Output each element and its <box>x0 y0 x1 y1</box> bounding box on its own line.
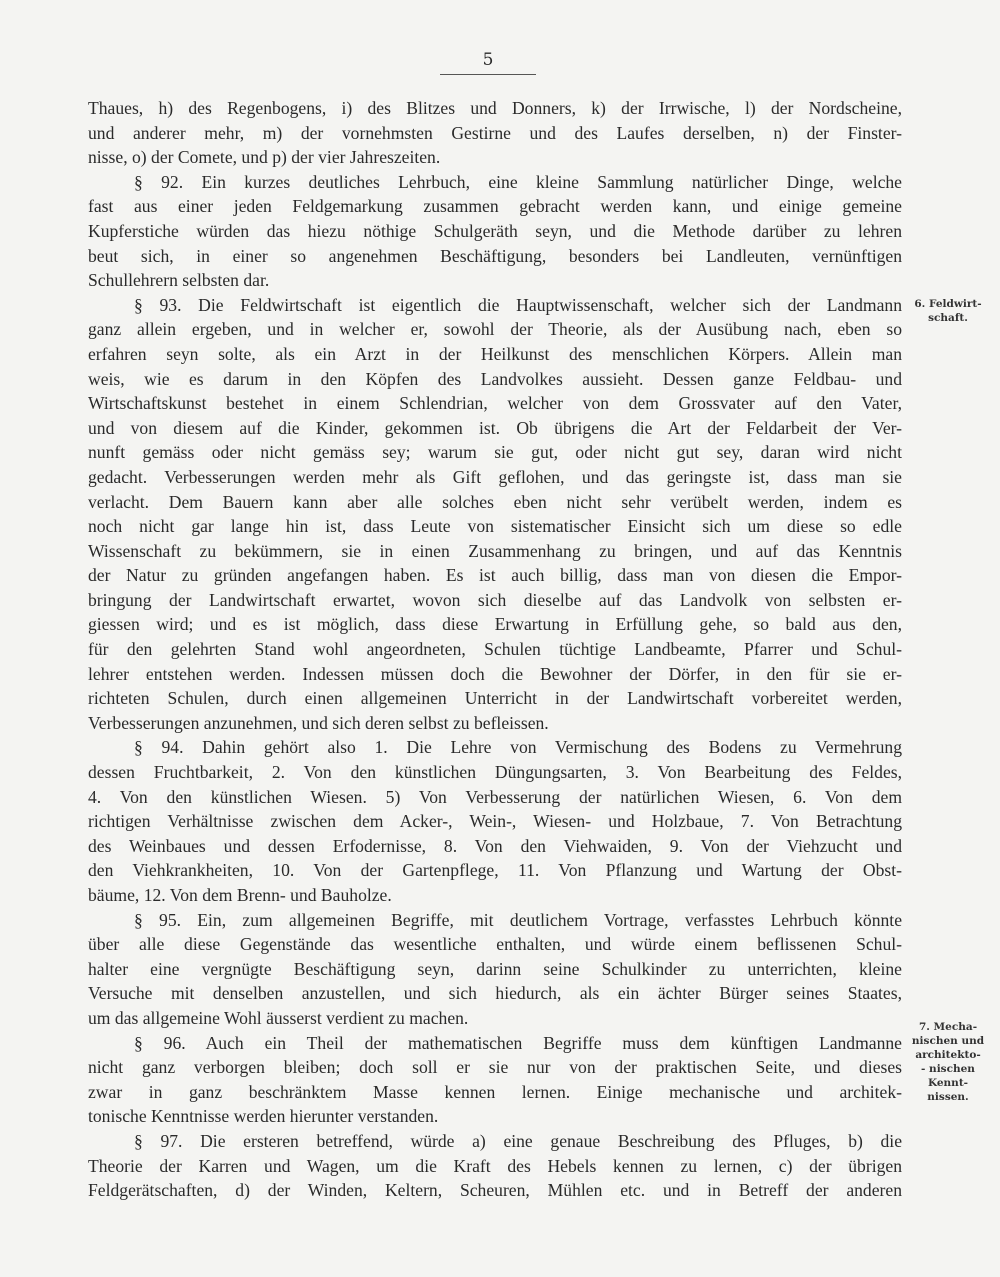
text-line: § 95. Ein, zum allgemeinen Begriffe, mit deutlichem Vortrage, verfasstes Lehrbuch könnte <box>134 909 902 930</box>
text-line: § 96. Auch ein Theil der mathematischen Begriffe muss dem künftigen Landmanne <box>134 1032 902 1053</box>
text-line: lehrer entstehen werden. Indessen müssen doch die Bewohner der Dörfer, in den für sie er- <box>88 663 902 684</box>
text-line: Versuche mit denselben anzustellen, und sich hiedurch, als ein ächter Bürger seines Staates, <box>88 983 902 1004</box>
text-line: tonische Kenntnisse werden hierunter verstanden. <box>88 1106 439 1127</box>
margin-note-line: - nischen Kennt- <box>921 1063 975 1089</box>
text-line: weis, wie es darum in den Köpfen des Landvolkes aussieht. Dessen ganze Feldbau- und <box>88 368 902 389</box>
margin-note-mechanische-kenntnisse <box>900 1020 996 1104</box>
text-line: richteten Schulen, durch einen allgemeinen Unterricht in der Landwirtschaft vorbereitet werden, <box>88 688 902 709</box>
margin-note-line: nissen. <box>927 1091 969 1103</box>
margin-note-line: 6. Feldwirt- <box>914 298 982 310</box>
text-line: den Viehkrankheiten, 10. Von der Gartenpflege, 11. Von Pflanzung und Wartung der Obst- <box>88 860 902 881</box>
text-line: dessen Fruchtbarkeit, 2. Von den künstlichen Düngungsarten, 3. Von Bearbeitung des Feldes, <box>88 762 902 783</box>
text-line: Kupferstiche würden das hiezu nöthige Schulgeräth seyn, und die Methode darüber zu lehren <box>88 220 902 241</box>
text-line: um das allgemeine Wohl äusserst verdient zu machen. <box>88 1007 469 1028</box>
margin-note-line: 7. Mecha- <box>918 1021 978 1033</box>
text-line: noch nicht gar lange hin ist, dass Leute von sistematischer Einsicht sich um diese so edle <box>88 516 902 537</box>
text-line: Feldgerätschaften, d) der Winden, Keltern, Scheuren, Mühlen etc. und in Betreff der anderen <box>88 1180 902 1201</box>
margin-note-feldwirtschaft <box>902 297 994 325</box>
text-line: für den gelehrten Stand wohl angeordneten, Schulen tüchtige Landbeamte, Pfarrer und Schul- <box>88 639 902 660</box>
text-line: § 93. Die Feldwirtschaft ist eigentlich die Hauptwissenschaft, welcher sich der Landmann <box>134 294 902 315</box>
text-line: bäume, 12. Von dem Brenn- und Bauholze. <box>88 885 392 905</box>
text-line: giessen wird; und es ist möglich, dass diese Erwartung in Erfüllung gehe, so bald aus den, <box>88 614 902 635</box>
text-line: Wissenschaft zu bekümmern, sie in einen Zusammenhang zu bringen, und auf das Kenntnis <box>88 540 902 561</box>
text-line: gedacht. Verbesserungen werden mehr als Gift geflohen, und das geringste ist, dass man sie <box>88 466 902 487</box>
text-line: Thaues, h) des Regenbogens, i) des Blitzes und Donners, k) der Irrwische, l) der Nordscheine, <box>88 98 902 118</box>
text-line: des Weinbaues und dessen Erfodernisse, 8. Von den Viehwaiden, 9. Von der Viehzucht und <box>88 835 902 856</box>
text-line: ganz allein ergeben, und in welcher er, sowohl der Theorie, als der Ausübung nach, eben so <box>88 319 902 340</box>
paragraph <box>88 1129 902 1203</box>
paragraph <box>88 96 902 170</box>
text-line: nisse, o) der Comete, und p) der vier Jahreszeiten. <box>88 147 441 168</box>
text-line: richtigen Verhältnisse zwischen dem Acker-, Wein-, Wiesen- und Holzbaue, 7. Von Betrachtung <box>88 811 902 832</box>
text-line: bringung der Landwirtschaft erwartet, wovon sich dieselbe auf das Landvolk von selbsten er- <box>88 589 902 610</box>
text-line: der Natur zu gründen angefangen haben. Es ist auch billig, dass man von diesen die Empor- <box>88 565 902 586</box>
text-line: und von diesem auf die Kinder, gekommen ist. Ob übrigens die Art der Feldarbeit der Ver- <box>88 417 902 438</box>
paragraph <box>88 735 902 907</box>
text-line: § 97. Die ersteren betreffend, würde a) eine genaue Beschreibung des Pfluges, b) die <box>134 1130 902 1151</box>
body-text <box>88 96 902 1203</box>
text-line: fast aus einer jeden Feldgemarkung zusammen gebracht werden kann, und einige gemeine <box>88 196 902 217</box>
text-line: zwar in ganz beschränktem Masse kennen lernen. Einige mechanische und architek- <box>88 1081 902 1102</box>
paragraph <box>88 293 902 736</box>
text-line: verlacht. Dem Bauern kann aber alle solches eben nicht sehr verübelt werden, indem es <box>88 491 902 512</box>
text-line: Wirtschaftskunst bestehet in einem Schlendrian, welcher von dem Grossvater auf den Vater, <box>88 393 902 414</box>
margin-note-line: schaft. <box>928 312 968 324</box>
paragraph <box>88 170 902 293</box>
text-line: § 92. Ein kurzes deutliches Lehrbuch, eine kleine Sammlung natürlicher Dinge, welche <box>134 171 902 192</box>
text-line: § 94. Dahin gehört also 1. Die Lehre von Vermischung des Bodens zu Vermehrung <box>134 737 902 758</box>
paragraph <box>88 908 902 1031</box>
text-line: nunft gemäss oder nicht gemäss sey; warum sie gut, oder nicht gut sey, daran wird nicht <box>88 442 902 463</box>
text-line: halter eine vergnügte Beschäftigung seyn, darinn seine Schulkinder zu unterrichten, kleine <box>88 958 902 979</box>
page-number: 5 <box>440 50 536 75</box>
text-line: über alle diese Gegenstände das wesentliche enthalten, und würde einem beflissenen Schul- <box>88 934 902 955</box>
text-line: 4. Von den künstlichen Wiesen. 5) Von Verbesserung der natürlichen Wiesen, 6. Von dem <box>88 786 902 807</box>
margin-note-line: architekto- <box>915 1049 981 1061</box>
text-line: beut sich, in einer so angenehmen Beschäftigung, besonders bei Landleuten, vernünftigen <box>88 245 902 266</box>
text-line: Schullehrern selbsten dar. <box>88 270 270 291</box>
margin-note-line: nischen und <box>911 1035 985 1047</box>
text-line: und anderer mehr, m) der vornehmsten Gestirne und des Laufes derselben, n) der Finster- <box>88 122 902 143</box>
paragraph <box>88 1031 902 1129</box>
text-line: Verbesserungen anzunehmen, und sich deren selbst zu befleissen. <box>88 712 549 733</box>
text-line: nicht ganz verborgen bleiben; doch soll er sie nur von der praktischen Seite, und dieses <box>88 1057 902 1078</box>
text-line: Theorie der Karren und Wagen, um die Kraft des Hebels kennen zu lernen, c) der übrigen <box>88 1155 902 1176</box>
text-line: erfahren seyn solte, als ein Arzt in der Heilkunst des menschlichen Körpers. Allein man <box>88 343 902 364</box>
